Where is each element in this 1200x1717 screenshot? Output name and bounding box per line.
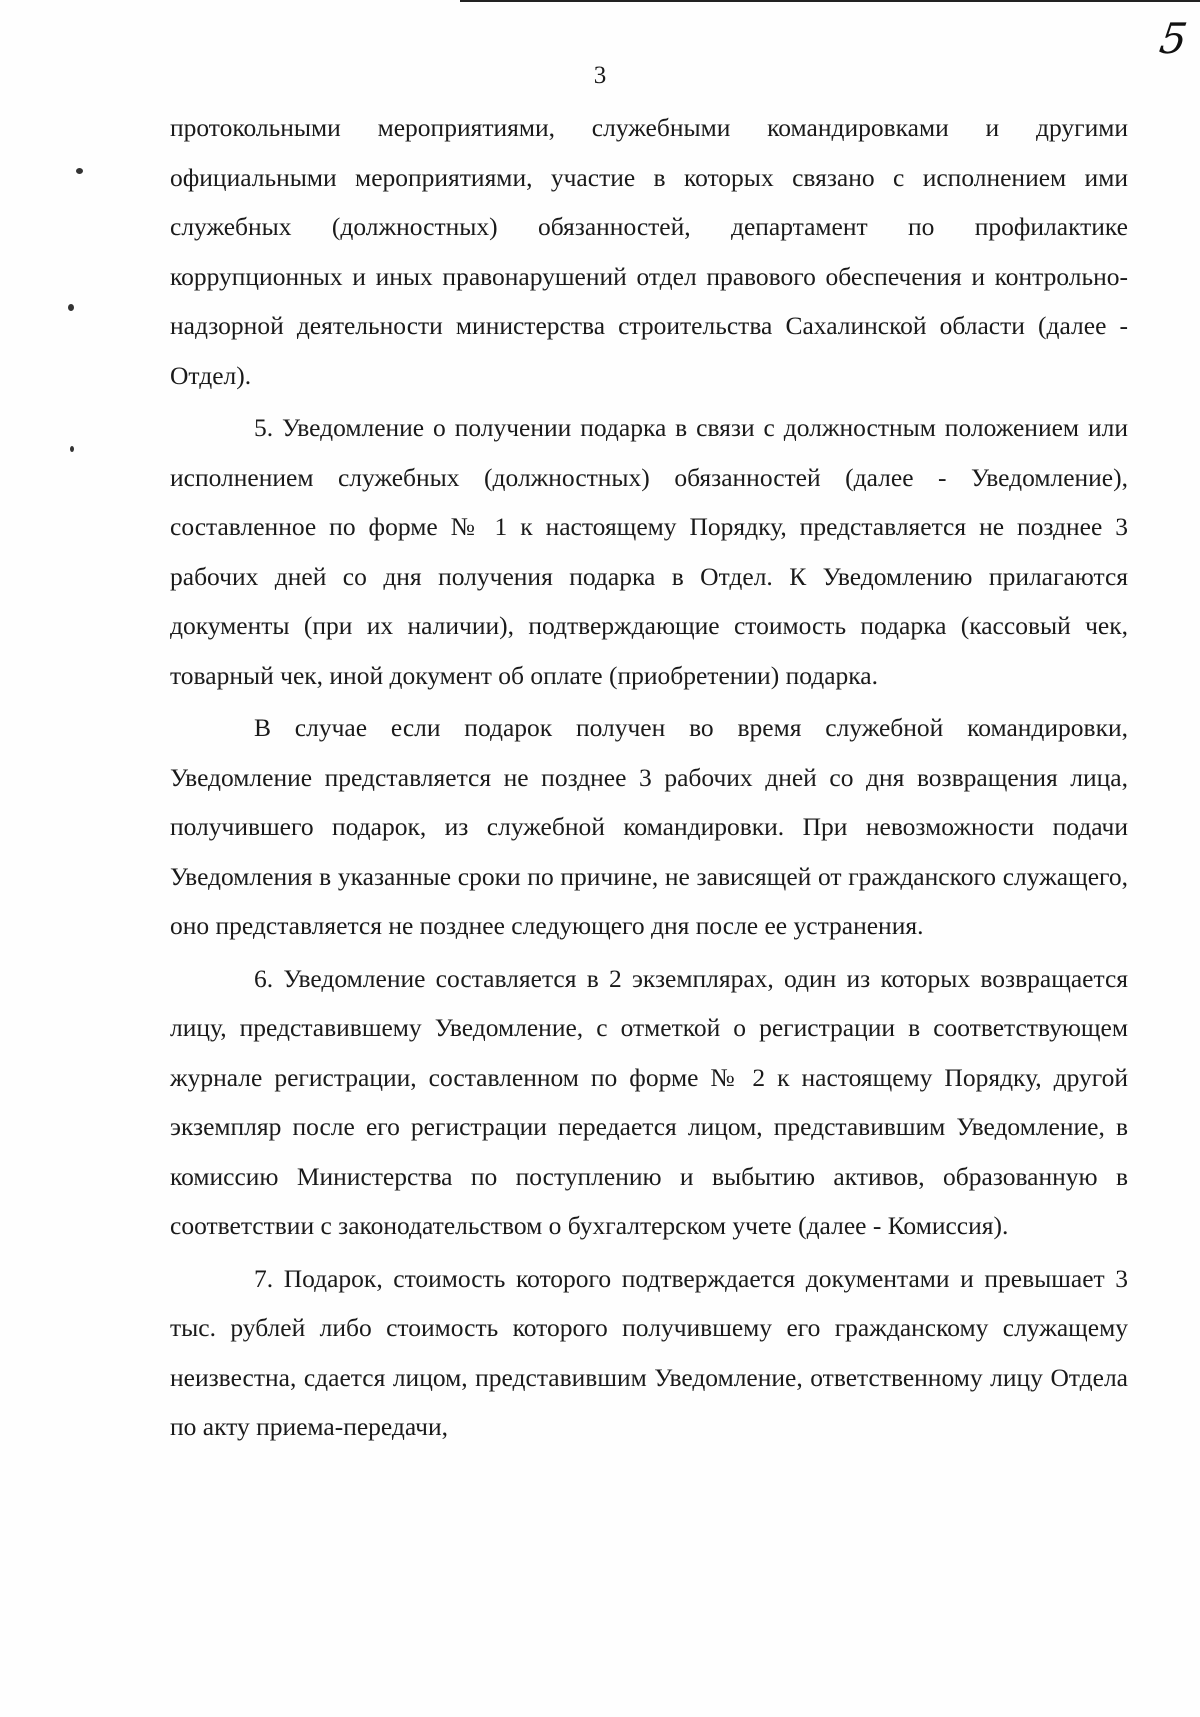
paragraph-item-5-business-trip: В случае если подарок получен во время служебной командировки, Уведомление представляется не позднее 3 рабочих дней со дня возвращения лица, получившего подарок, из служебной командировки. При невозможности подачи Уведомления в указанные сроки по причине, не зависящей от гражданского служащего, оно представляется не позднее следующего дня после ее устранения. [170, 713, 1128, 940]
scan-speck [76, 168, 83, 174]
scan-speck [70, 446, 74, 452]
document-body [170, 103, 1128, 1452]
paragraph-item-6: 6. Уведомление составляется в 2 экземплярах, один из которых возвращается лицу, представившему Уведомление, с отметкой о регистрации в соответствующем журнале регистрации, составленном по форме № 2 к настоящему Порядку, другой экземпляр после его регистрации передается лицом, представившим Уведомление, в комиссию Министерства по поступлению и выбытию активов, образованную в соответствии с законодательством о бухгалтерском учете (далее - Комиссия). [170, 963, 1128, 1240]
page-number: 3 [593, 62, 607, 89]
handwritten-sheet-number: 5 [1156, 14, 1191, 63]
scan-top-border [460, 0, 1200, 2]
paragraph-item-5: 5. Уведомление о получении подарка в связи с должностным положением или исполнением служебных (должностных) обязанностей (далее - Уведомление), составленное по форме № 1 к настоящему Порядку, представляется не позднее 3 рабочих дней со дня получения подарка в Отдел. К Уведомлению прилагаются документы (при их наличии), подтверждающие стоимость подарка (кассовый чек, товарный чек, иной документ об оплате (приобретении) подарка. [170, 413, 1128, 690]
paragraph-item-7: 7. Подарок, стоимость которого подтверждается документами и превышает 3 тыс. рублей либо стоимость которого получившему его гражданскому служащему неизвестна, сдается лицом, представившим Уведомление, ответственному лицу Отдела по акту приема-передачи, [170, 1263, 1128, 1441]
paragraph-continuation: протокольными мероприятиями, служебными командировками и другими официальными мероприятиями, участие в которых связано с исполнением ими служебных (должностных) обязанностей, департамент по профилактике коррупционных и иных правонарушений отдел правового обеспечения и контрольно-надзорной деятельности министерства строительства Сахалинской области (далее - Отдел). [170, 113, 1128, 390]
scan-speck [68, 304, 74, 311]
